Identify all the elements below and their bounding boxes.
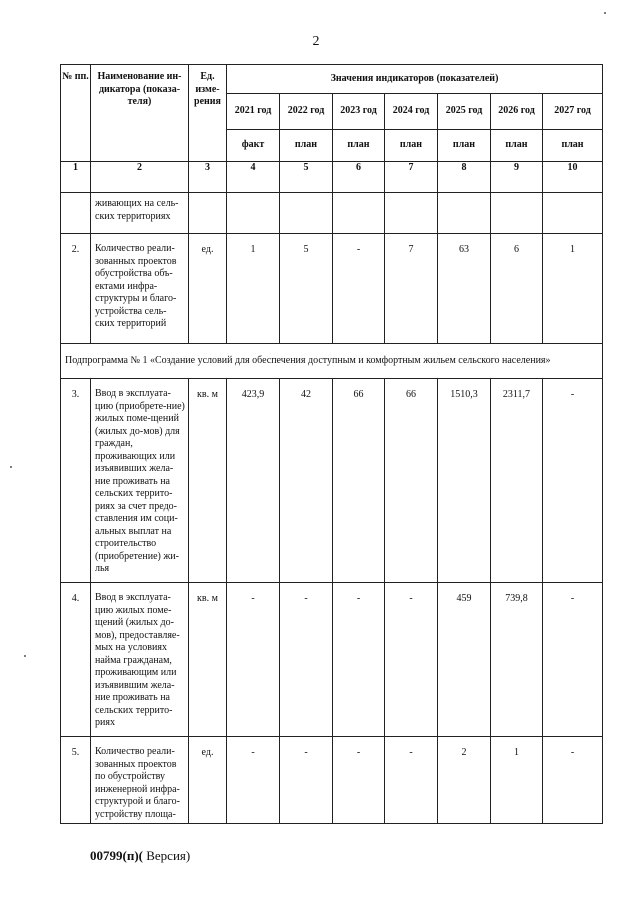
scan-speck bbox=[24, 655, 26, 657]
header-no: № пп. bbox=[61, 65, 91, 162]
header-year: 2022 год bbox=[280, 94, 333, 130]
indicator-value: 1 bbox=[491, 737, 543, 824]
row-number: 5. bbox=[61, 737, 91, 824]
indicator-value: 7 bbox=[385, 234, 438, 344]
scan-speck bbox=[10, 466, 12, 468]
indicator-value: 6 bbox=[491, 234, 543, 344]
indicator-value: - bbox=[280, 583, 333, 737]
row-number: 4. bbox=[61, 583, 91, 737]
indicator-value: 739,8 bbox=[491, 583, 543, 737]
row-number bbox=[61, 193, 91, 234]
indicator-value bbox=[438, 193, 491, 234]
column-number: 2 bbox=[91, 162, 189, 193]
indicator-unit: ед. bbox=[189, 737, 227, 824]
indicator-value: 423,9 bbox=[227, 379, 280, 583]
indicator-value bbox=[333, 193, 385, 234]
header-type: план bbox=[438, 130, 491, 162]
indicator-value: 2 bbox=[438, 737, 491, 824]
indicator-value: - bbox=[333, 583, 385, 737]
table-row bbox=[61, 737, 603, 824]
indicator-value: 66 bbox=[333, 379, 385, 583]
header-year: 2021 год bbox=[227, 94, 280, 130]
header-year: 2024 год bbox=[385, 94, 438, 130]
row-number: 3. bbox=[61, 379, 91, 583]
header-unit: Ед. изме-рения bbox=[189, 65, 227, 162]
column-number: 5 bbox=[280, 162, 333, 193]
page-number: 2 bbox=[312, 34, 320, 49]
document-code-number: 00799(п)( bbox=[90, 848, 143, 863]
header-year: 2026 год bbox=[491, 94, 543, 130]
indicator-value: 459 bbox=[438, 583, 491, 737]
indicator-value: - bbox=[227, 583, 280, 737]
indicator-value bbox=[385, 193, 438, 234]
header-type: план bbox=[491, 130, 543, 162]
indicator-unit: ед. bbox=[189, 234, 227, 344]
column-number: 4 bbox=[227, 162, 280, 193]
indicator-value: 63 bbox=[438, 234, 491, 344]
header-year: 2023 год bbox=[333, 94, 385, 130]
indicator-name: живающих на сель-ских территориях bbox=[91, 193, 189, 234]
indicator-value: 1510,3 bbox=[438, 379, 491, 583]
indicator-unit: кв. м bbox=[189, 379, 227, 583]
indicator-value bbox=[280, 193, 333, 234]
indicator-unit bbox=[189, 193, 227, 234]
header-type: факт bbox=[227, 130, 280, 162]
row-number: 2. bbox=[61, 234, 91, 344]
table-row bbox=[61, 583, 603, 737]
indicator-value: 1 bbox=[543, 234, 603, 344]
indicator-value: - bbox=[543, 737, 603, 824]
indicator-value: 42 bbox=[280, 379, 333, 583]
indicator-name: Ввод в эксплуата-цию жилых поме-щений (жилых до-мов), предоставляе-мых на условиях найма гражданам, проживающим или изъявившим жела-ние проживать на сельских террито-риях bbox=[91, 583, 189, 737]
indicator-value: 66 bbox=[385, 379, 438, 583]
indicator-value: - bbox=[543, 583, 603, 737]
header-year: 2025 год bbox=[438, 94, 491, 130]
header-type: план bbox=[543, 130, 603, 162]
column-number: 6 bbox=[333, 162, 385, 193]
indicator-value: - bbox=[385, 583, 438, 737]
column-number: 8 bbox=[438, 162, 491, 193]
column-number: 3 bbox=[189, 162, 227, 193]
column-number: 7 bbox=[385, 162, 438, 193]
indicator-value: - bbox=[333, 737, 385, 824]
indicator-value: 5 bbox=[280, 234, 333, 344]
indicator-value: 2311,7 bbox=[491, 379, 543, 583]
header-type: план bbox=[333, 130, 385, 162]
indicator-value: - bbox=[280, 737, 333, 824]
indicator-name: Количество реали-зованных проектов обустройства объ-ектами инфра-структуры и благо-устройства сель-ских территорий bbox=[91, 234, 189, 344]
column-number: 10 bbox=[543, 162, 603, 193]
document-version: Версия) bbox=[142, 848, 191, 863]
indicator-name: Ввод в эксплуата-цию (приобрете-ние) жилых поме-щений (жилых до-мов) для граждан, проживающих или изъявивших жела-ние проживать на сельских террито-риях за счет предо-ставления им соци-альных выплат на строительство (приобретение) жи-лья bbox=[91, 379, 189, 583]
indicator-value: - bbox=[385, 737, 438, 824]
indicator-value: - bbox=[227, 737, 280, 824]
indicator-name: Количество реали-зованных проектов по обустройству инженерной инфра-структурой и благо-устройству площа- bbox=[91, 737, 189, 824]
indicator-value bbox=[543, 193, 603, 234]
column-number: 9 bbox=[491, 162, 543, 193]
subprogram-heading: Подпрограмма № 1 «Создание условий для обеспечения доступным и комфортным жильем сельского населения» bbox=[61, 344, 603, 379]
indicator-value: 1 bbox=[227, 234, 280, 344]
indicator-unit: кв. м bbox=[189, 583, 227, 737]
table-row bbox=[61, 193, 603, 234]
document-code bbox=[90, 848, 190, 864]
header-type: план bbox=[385, 130, 438, 162]
indicator-value bbox=[491, 193, 543, 234]
scan-speck bbox=[604, 12, 606, 14]
indicators-table bbox=[60, 64, 603, 824]
indicator-value: - bbox=[543, 379, 603, 583]
header-indicator-values: Значения индикаторов (показателей) bbox=[227, 65, 603, 94]
table-row bbox=[61, 234, 603, 344]
indicator-value: - bbox=[333, 234, 385, 344]
header-type: план bbox=[280, 130, 333, 162]
indicator-value bbox=[227, 193, 280, 234]
column-number: 1 bbox=[61, 162, 91, 193]
header-name: Наименование ин-дикатора (показа-теля) bbox=[91, 65, 189, 162]
table-row bbox=[61, 379, 603, 583]
header-year: 2027 год bbox=[543, 94, 603, 130]
